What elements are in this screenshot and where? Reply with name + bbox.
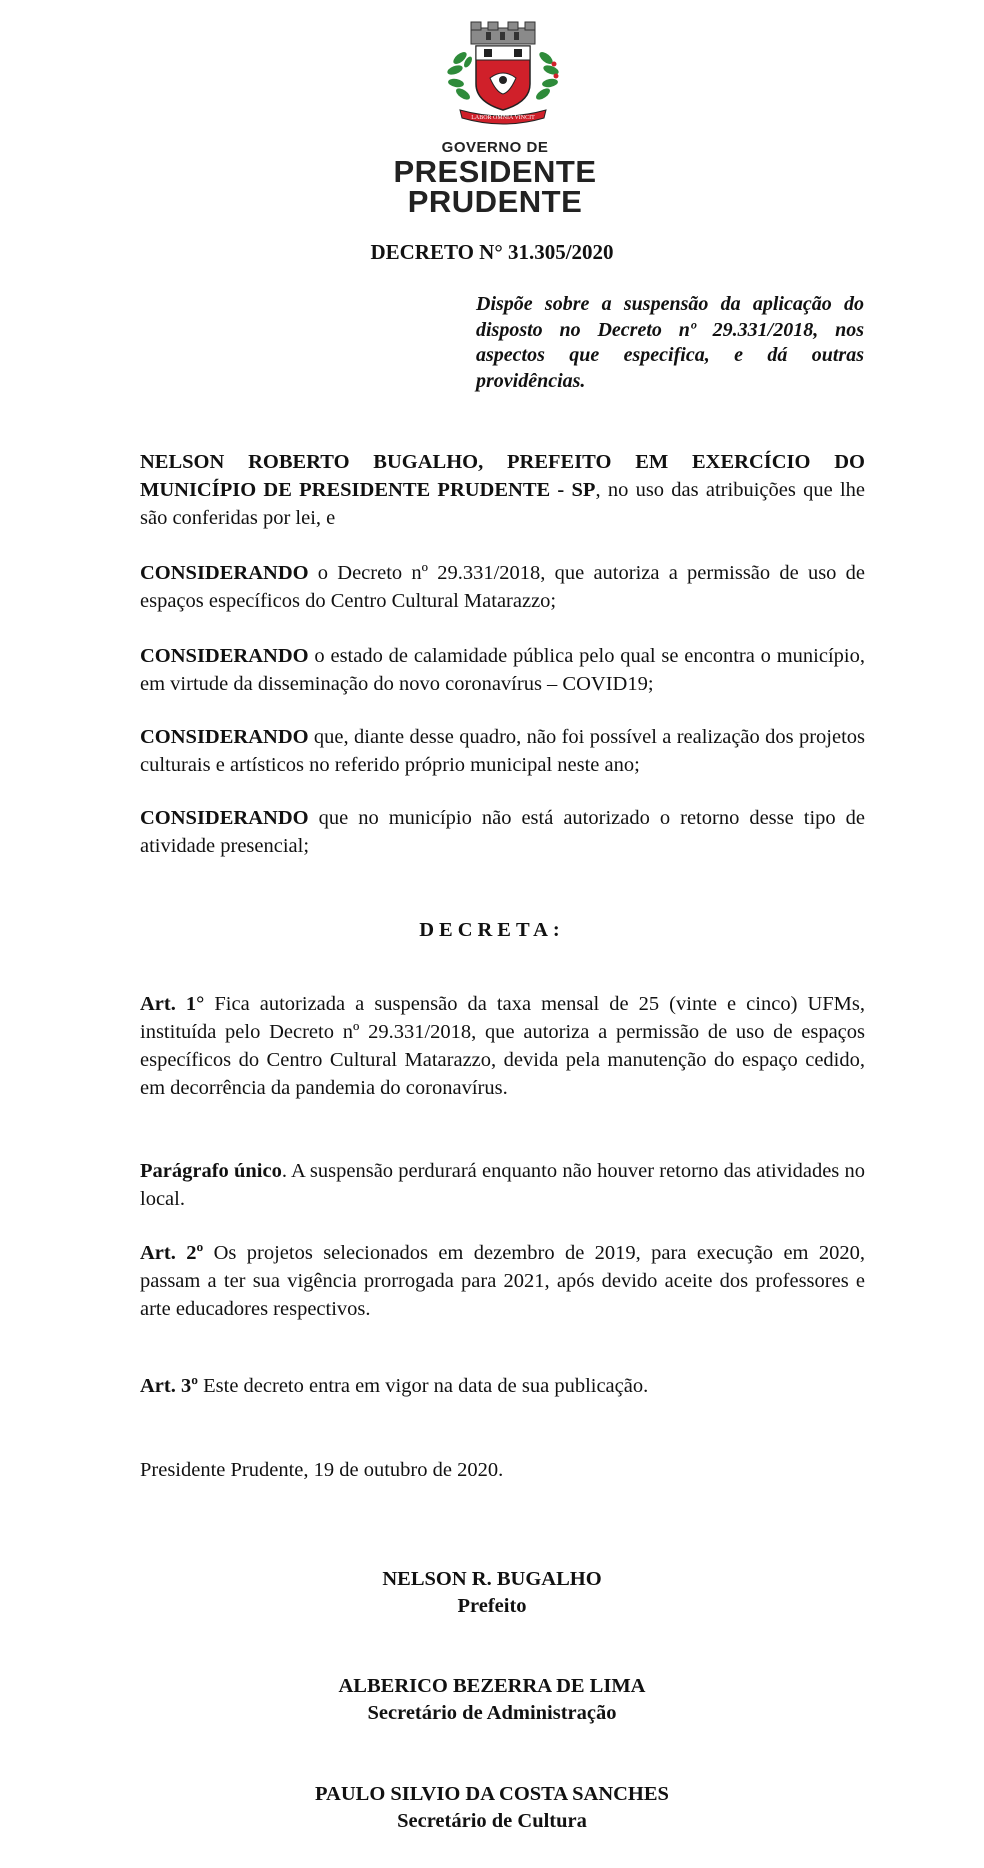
signature-block-1 xyxy=(0,1566,984,1620)
paragrafo-text: . A suspensão perdurará enquanto não houver retorno das atividades no local. xyxy=(140,1160,865,1210)
svg-text:LABOR OMNIA VINCIT: LABOR OMNIA VINCIT xyxy=(471,115,535,121)
article-text: Fica autorizada a suspensão da taxa mensal de 25 (vinte e cinco) UFMs, instituída pelo Decreto nº 29.331/2018, que autoriza a permissão de uso de espaços específicos do Centro Cultural Matarazzo, devida pela manutenção do espaço cedido, em decorrência da pandemia do coronavírus. xyxy=(140,993,865,1099)
signatory-name: PAULO SILVIO DA COSTA SANCHES xyxy=(315,1783,669,1805)
signatory-name: ALBERICO BEZERRA DE LIMA xyxy=(338,1675,646,1697)
shield-icon xyxy=(476,46,530,110)
article-text: Os projetos selecionados em dezembro de 2019, para execução em 2020, passam a ter sua vigência prorrogada para 2021, após devido aceite dos professores e arte educadores respectivos. xyxy=(140,1242,865,1320)
laurel-left-icon xyxy=(446,50,473,102)
considerando-3 xyxy=(140,723,865,779)
government-wordmark xyxy=(380,140,610,217)
considerando-4 xyxy=(140,804,865,860)
signatory-name: NELSON R. BUGALHO xyxy=(382,1568,602,1590)
motto-ribbon xyxy=(460,110,546,124)
paragrafo-unico xyxy=(140,1157,865,1213)
laurel-right-icon xyxy=(534,50,560,102)
considerando-text: o estado de calamidade pública pelo qual se encontra o município, em virtude da disseminação do novo coronavírus – COVID19; xyxy=(140,645,865,695)
decree-title: DECRETO N° 31.305/2020 xyxy=(370,240,614,264)
considerando-2 xyxy=(140,642,865,698)
gov-line-3: PRUDENTE xyxy=(407,184,583,219)
decree-ementa: Dispõe sobre a suspensão da aplicação do disposto no Decreto nº 29.331/2018, nos aspectos que especifica, e dá outras providências. xyxy=(476,293,864,392)
article-label: Art. 3º xyxy=(140,1375,198,1397)
article-label: Art. 2º xyxy=(140,1242,204,1264)
decreta-heading: DECRETA: xyxy=(419,919,565,941)
mural-crown-icon xyxy=(471,22,535,44)
paragrafo-label: Parágrafo único xyxy=(140,1160,282,1182)
considerando-label: CONSIDERANDO xyxy=(140,807,309,829)
considerando-text: que no município não está autorizado o retorno desse tipo de atividade presencial; xyxy=(140,807,865,857)
preamble xyxy=(140,448,865,532)
considerando-label: CONSIDERANDO xyxy=(140,645,309,667)
signatory-role: Secretário de Cultura xyxy=(397,1810,587,1832)
preamble-rest: , no uso das atribuições que lhe são conferidas por lei, e xyxy=(140,479,865,529)
preamble-author: NELSON ROBERTO BUGALHO, PREFEITO EM EXERCÍCIO DO MUNICÍPIO DE PRESIDENTE PRUDENTE - SP xyxy=(140,451,865,501)
gov-line-1: GOVERNO DE xyxy=(441,139,549,156)
article-label: Art. 1° xyxy=(140,993,205,1015)
signature-block-2 xyxy=(0,1673,984,1727)
considerando-1 xyxy=(140,559,865,615)
considerando-text: o Decreto nº 29.331/2018, que autoriza a permissão de uso de espaços específicos do Centro Cultural Matarazzo; xyxy=(140,562,865,612)
considerando-label: CONSIDERANDO xyxy=(140,726,309,748)
gov-line-2: PRESIDENTE xyxy=(393,154,597,189)
article-text: Este decreto entra em vigor na data de sua publicação. xyxy=(198,1375,649,1397)
date-line: Presidente Prudente, 19 de outubro de 2020. xyxy=(140,1459,504,1481)
coat-of-arms-logo xyxy=(438,18,568,128)
signatory-role: Secretário de Administração xyxy=(367,1702,617,1724)
considerando-text: que, diante desse quadro, não foi possível a realização dos projetos culturais e artísticos no referido próprio municipal neste ano; xyxy=(140,726,865,776)
considerando-label: CONSIDERANDO xyxy=(140,562,309,584)
article-1 xyxy=(140,990,865,1102)
signature-block-3 xyxy=(0,1781,984,1835)
article-3 xyxy=(140,1372,865,1400)
signatory-role: Prefeito xyxy=(457,1595,527,1617)
article-2 xyxy=(140,1239,865,1323)
